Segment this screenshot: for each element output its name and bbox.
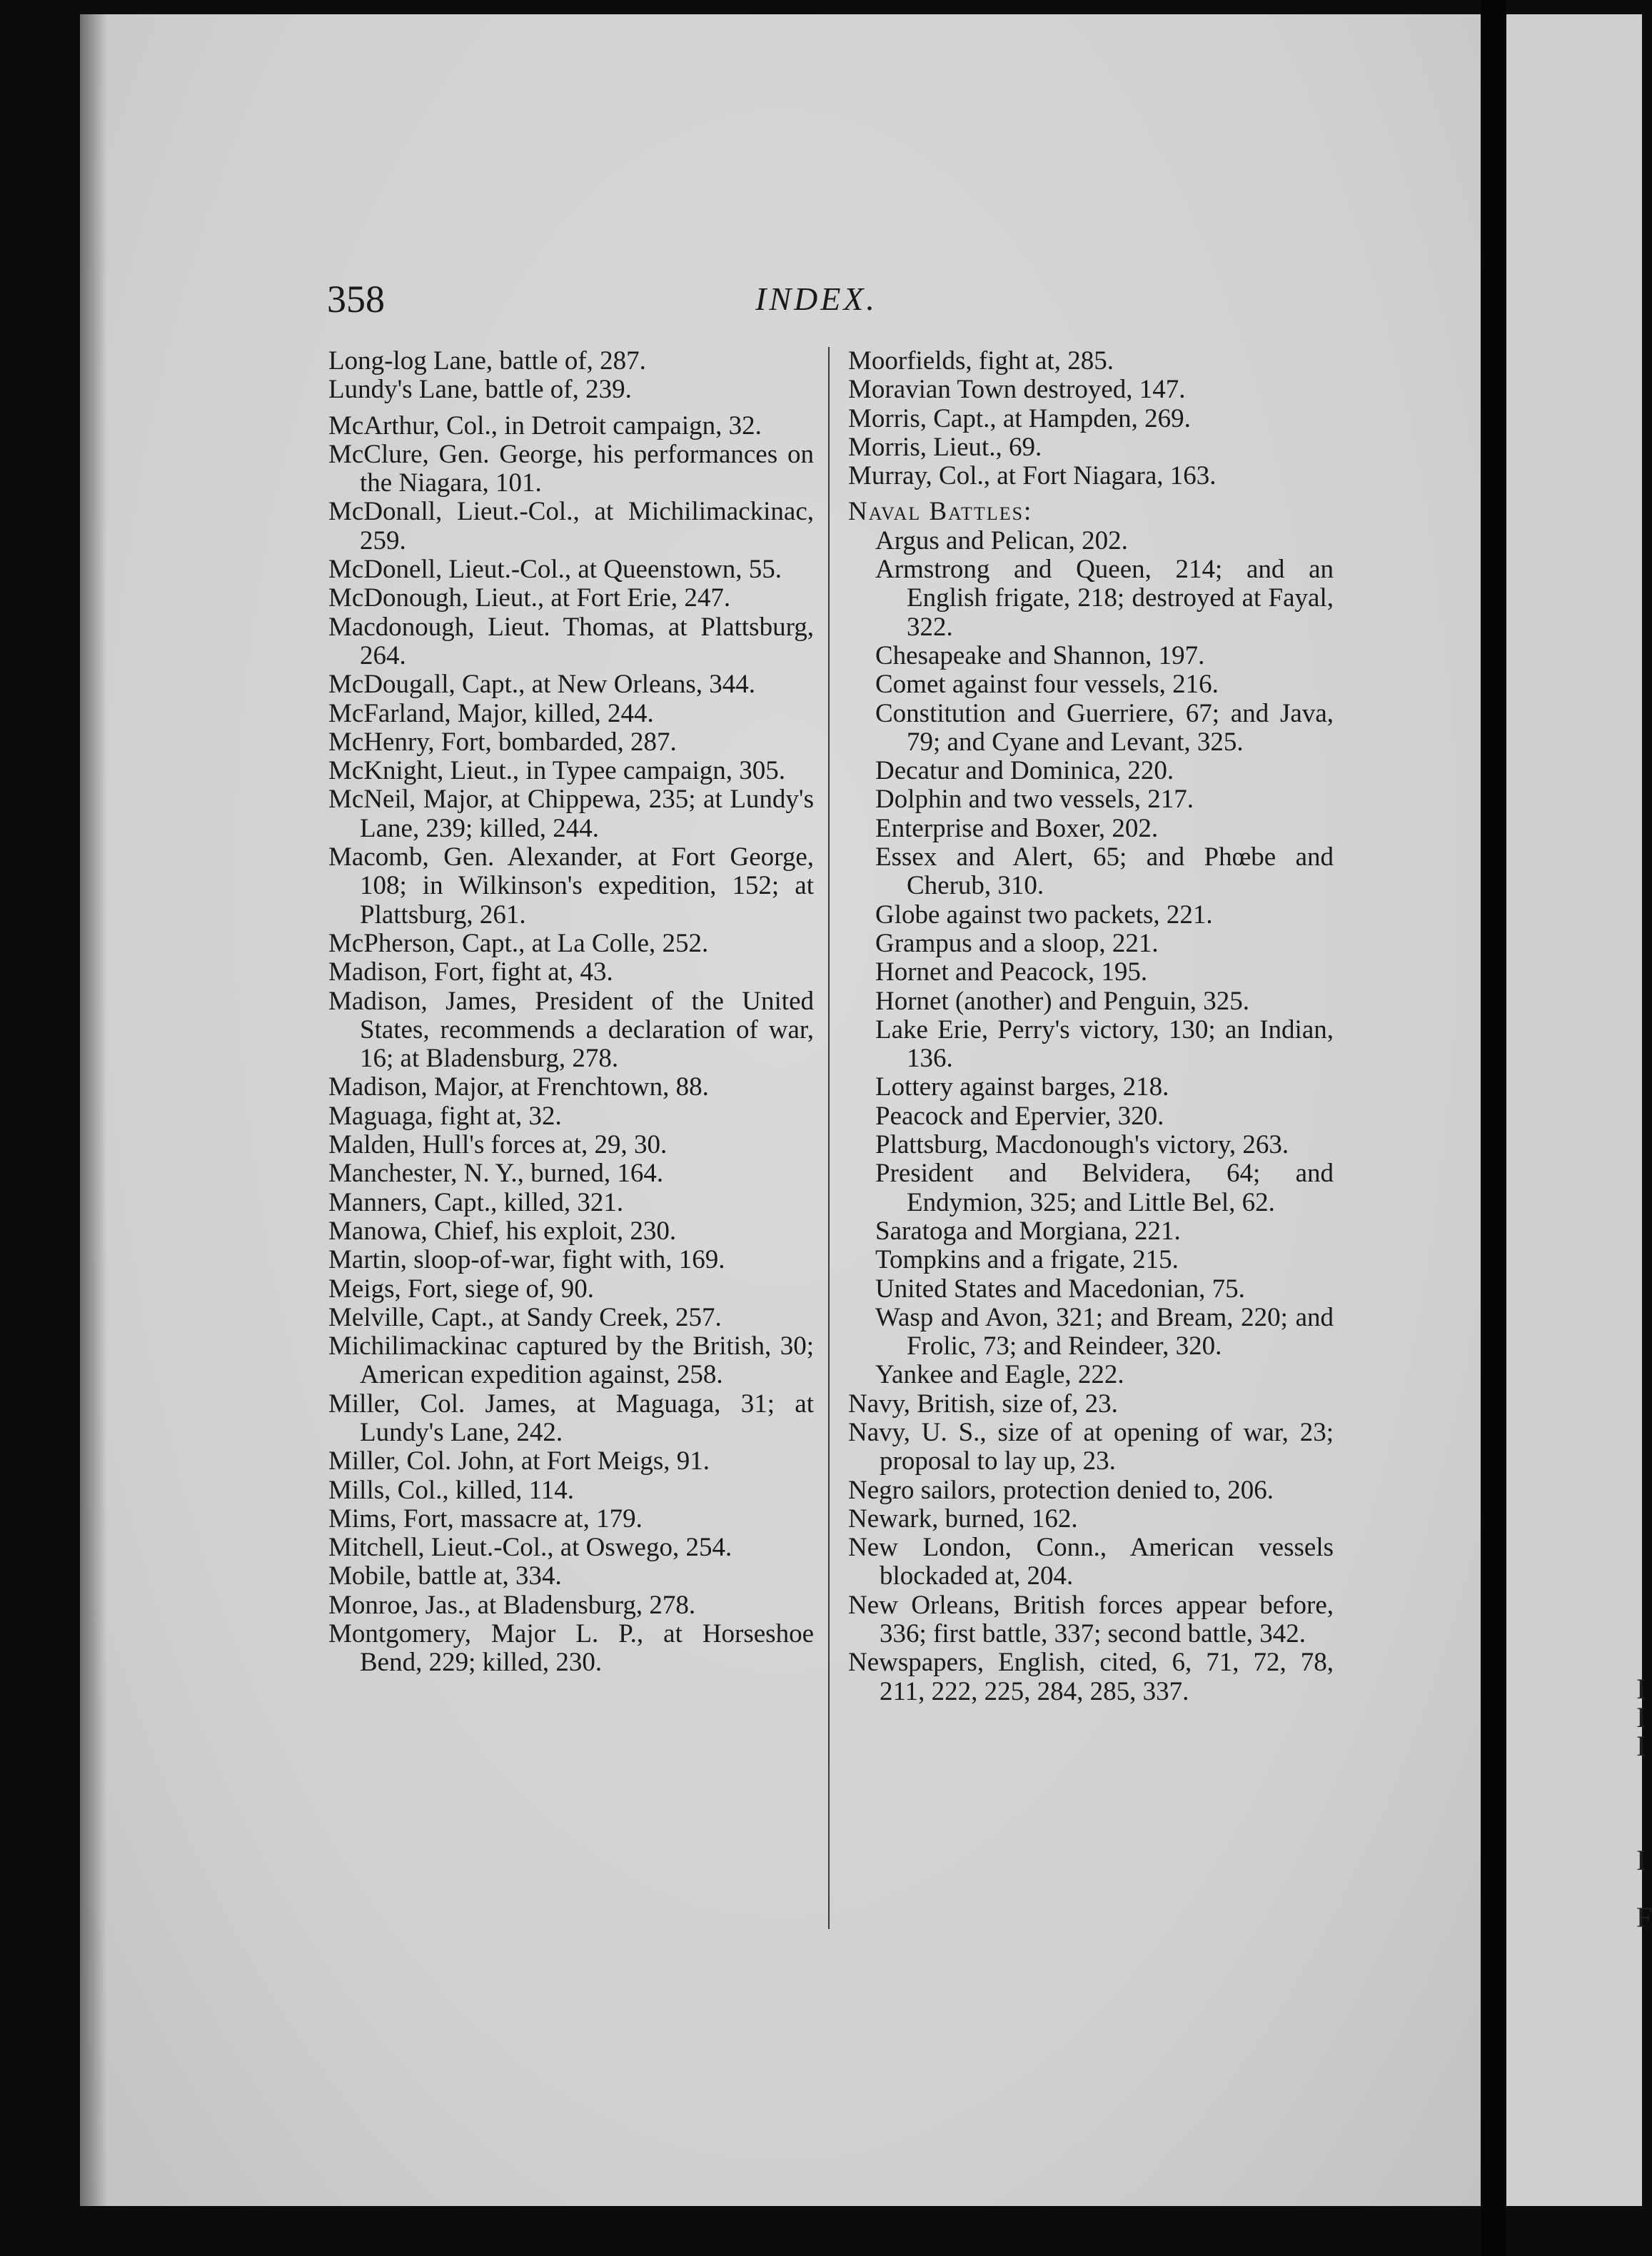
page-number: 358 — [327, 278, 385, 321]
naval-battle-entry: Dolphin and two vessels, 217. — [875, 785, 1194, 815]
naval-battle-entry: Decatur and Dominica, 220. — [875, 756, 1174, 786]
index-entry: Lundy's Lane, battle of, 239. — [328, 375, 632, 405]
index-entry: Navy, U. S., size of at opening of war, 23; proposal to lay up, 23. — [848, 1417, 1334, 1476]
naval-battle-entry: Plattsburg, Macdonough's victory, 263. — [875, 1130, 1289, 1160]
naval-battle-entry: Tompkins and a frigate, 215. — [875, 1245, 1179, 1275]
index-column-left — [328, 347, 814, 1678]
column-rule — [828, 347, 830, 1929]
index-entry: McNeil, Major, at Chippewa, 235; at Lundy's Lane, 239; killed, 244. — [328, 785, 814, 843]
facing-page-fragment: I — [1636, 1701, 1646, 1733]
naval-battle-entry: Yankee and Eagle, 222. — [875, 1360, 1124, 1390]
book-gutter — [1481, 0, 1506, 2256]
facing-page-fragment: I — [1636, 1673, 1646, 1705]
index-entry: Madison, Major, at Frenchtown, 88. — [328, 1072, 709, 1102]
naval-battle-entry: Wasp and Avon, 321; and Bream, 220; and Frolic, 73; and Reindeer, 320. — [875, 1302, 1334, 1361]
page-edge-shadow — [80, 14, 107, 2206]
index-entry: Malden, Hull's forces at, 29, 30. — [328, 1130, 668, 1160]
naval-battle-entry: Armstrong and Queen, 214; and an English frigate, 218; destroyed at Fayal, 322. — [875, 555, 1334, 642]
naval-battle-entry: Grampus and a sloop, 221. — [875, 928, 1159, 958]
naval-battle-entry: Argus and Pelican, 202. — [875, 525, 1128, 555]
index-entry: Murray, Col., at Fort Niagara, 163. — [848, 461, 1217, 491]
index-entry: New Orleans, British forces appear before, 336; first battle, 337; second battle, 342. — [848, 1590, 1334, 1649]
index-entry: McKnight, Lieut., in Typee campaign, 305. — [328, 756, 785, 786]
naval-battle-entry: President and Belvidera, 64; and Endymion, 325; and Little Bel, 62. — [875, 1159, 1334, 1217]
naval-battle-entry: Essex and Alert, 65; and Phœbe and Cherub, 310. — [875, 842, 1334, 901]
naval-battle-entry: Chesapeake and Shannon, 197. — [875, 640, 1205, 670]
index-entry: McDonell, Lieut.-Col., at Queenstown, 55. — [328, 555, 782, 585]
index-entry: Mitchell, Lieut.-Col., at Oswego, 254. — [328, 1533, 732, 1563]
index-entry: Mills, Col., killed, 114. — [328, 1475, 574, 1505]
index-entry: McClure, Gen. George, his performances on the Niagara, 101. — [328, 439, 814, 498]
naval-battle-entry: Lottery against barges, 218. — [875, 1072, 1169, 1102]
naval-battle-entry: Lake Erie, Perry's victory, 130; an Indian, 136. — [875, 1014, 1334, 1074]
index-entry: Morris, Capt., at Hampden, 269. — [848, 403, 1191, 433]
index-entry: Miller, Col. John, at Fort Meigs, 91. — [328, 1446, 710, 1476]
index-entry: Melville, Capt., at Sandy Creek, 257. — [328, 1302, 722, 1332]
index-entry: Newspapers, English, cited, 6, 71, 72, 78, 211, 222, 225, 284, 285, 337. — [848, 1648, 1334, 1706]
naval-battle-entry: Enterprise and Boxer, 202. — [875, 813, 1159, 843]
naval-battle-entry: Hornet (another) and Penguin, 325. — [875, 986, 1250, 1016]
running-head: INDEX. — [755, 281, 877, 317]
index-entry: Manowa, Chief, his exploit, 230. — [328, 1216, 677, 1246]
index-entry: Macdonough, Lieut. Thomas, at Plattsburg, 264. — [328, 612, 814, 670]
naval-battle-entry: Hornet and Peacock, 195. — [875, 957, 1148, 987]
facing-page-fragment: I — [1636, 1844, 1646, 1876]
index-entry: Morris, Lieut., 69. — [848, 432, 1042, 462]
index-entry: Madison, Fort, fight at, 43. — [328, 957, 613, 987]
index-entry: Moravian Town destroyed, 147. — [848, 375, 1186, 405]
index-entry: Manchester, N. Y., burned, 164. — [328, 1159, 664, 1189]
index-entry: Newark, burned, 162. — [848, 1504, 1078, 1534]
index-entry: Miller, Col. James, at Maguaga, 31; at Lundy's Lane, 242. — [328, 1389, 814, 1447]
index-entry: Maguaga, fight at, 32. — [328, 1101, 562, 1131]
index-entry: Long-log Lane, battle of, 287. — [328, 346, 646, 376]
index-entry: Mobile, battle at, 334. — [328, 1561, 562, 1591]
index-entry: Madison, James, President of the United States, recommends a declaration of war, 16; at Bladensburg, 278. — [328, 986, 814, 1074]
index-column-right — [848, 347, 1334, 1706]
naval-battle-entry: Saratoga and Morgiana, 221. — [875, 1216, 1181, 1246]
index-entry: McDonough, Lieut., at Fort Erie, 247. — [328, 583, 731, 613]
facing-page-fragment: F — [1636, 1901, 1652, 1933]
index-entry: Montgomery, Major L. P., at Horseshoe Bend, 229; killed, 230. — [328, 1619, 814, 1678]
index-entry: Macomb, Gen. Alexander, at Fort George, 108; in Wilkinson's expedition, 152; at Plattsburg, 261. — [328, 842, 814, 930]
naval-battles-heading: Naval Battles: — [848, 497, 1033, 527]
index-entry: Monroe, Jas., at Bladensburg, 278. — [328, 1590, 696, 1620]
index-entry: McDougall, Capt., at New Orleans, 344. — [328, 670, 756, 700]
index-entry: McHenry, Fort, bombarded, 287. — [328, 727, 677, 757]
index-entry: McPherson, Capt., at La Colle, 252. — [328, 928, 709, 958]
index-entry: McDonall, Lieut.-Col., at Michilimackinac, 259. — [328, 497, 814, 555]
naval-battle-entry: Comet against four vessels, 216. — [875, 670, 1219, 700]
facing-page-edge — [1506, 14, 1652, 2206]
naval-battle-entry: Constitution and Guerriere, 67; and Java, 79; and Cyane and Levant, 325. — [875, 698, 1334, 757]
naval-battle-entry: United States and Macedonian, 75. — [875, 1274, 1245, 1304]
naval-battle-entry: Globe against two packets, 221. — [875, 900, 1213, 930]
index-entry: Martin, sloop-of-war, fight with, 169. — [328, 1245, 725, 1275]
index-entry: McFarland, Major, killed, 244. — [328, 698, 654, 728]
index-entry: Negro sailors, protection denied to, 206. — [848, 1475, 1274, 1505]
index-entry: New London, Conn., American vessels blockaded at, 204. — [848, 1533, 1334, 1591]
index-entry: Manners, Capt., killed, 321. — [328, 1187, 624, 1217]
index-entry: Meigs, Fort, siege of, 90. — [328, 1274, 595, 1304]
index-entry: Navy, British, size of, 23. — [848, 1389, 1118, 1419]
naval-battle-entry: Peacock and Epervier, 320. — [875, 1101, 1164, 1131]
index-entry: Michilimackinac captured by the British, 30; American expedition against, 258. — [328, 1331, 814, 1390]
index-entry: McArthur, Col., in Detroit campaign, 32. — [328, 411, 762, 440]
index-entry: Mims, Fort, massacre at, 179. — [328, 1504, 643, 1534]
facing-page-fragment: I — [1636, 1730, 1646, 1762]
index-entry: Moorfields, fight at, 285. — [848, 346, 1114, 376]
